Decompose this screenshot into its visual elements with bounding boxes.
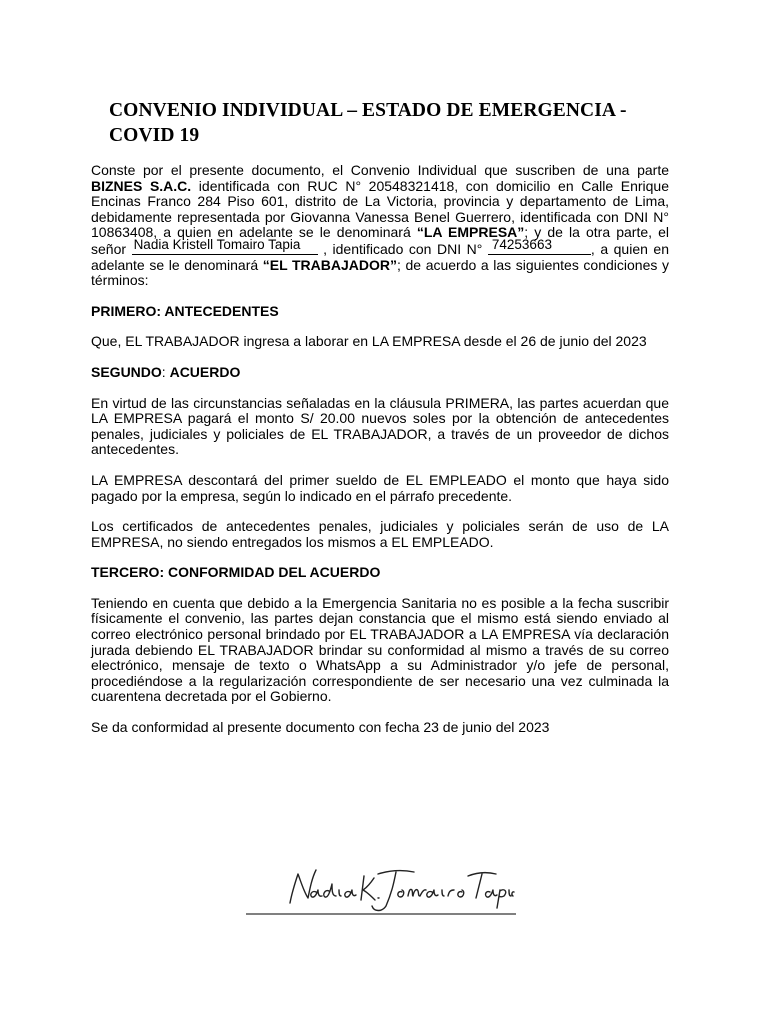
- intro-line: [91, 273, 669, 289]
- worker-dni-field: [488, 236, 591, 255]
- trabajador-label: “EL TRABAJADOR”: [262, 256, 398, 273]
- document-title: CONVENIO INDIVIDUAL – ESTADO DE EMERGENCIA - COVID 19: [109, 100, 627, 146]
- segundo-paragraph-2: LA EMPRESA descontará del primer sueldo de EL EMPLEADO el monto que haya sido pagado por la empresa, según lo indicado en el párrafo precedente.: [91, 471, 669, 504]
- intro-text: identificada con RUC N° 20548321418, con domicilio en Calle Enrique: [191, 177, 669, 194]
- intro-line: [91, 210, 669, 226]
- closing-statement: Se da conformidad al presente documento con fecha 23 de junio del 2023: [91, 719, 550, 736]
- worker-dni: 74253663: [491, 236, 552, 252]
- heading-part: ACUERDO: [169, 363, 241, 380]
- segundo-paragraph-3: Los certificados de antecedentes penales, judiciales y policiales serán de uso de LA EMPRESA, no siendo entregados los mismos a EL EMPLEADO.: [91, 518, 669, 550]
- primero-text: Que, EL TRABAJADOR ingresa a laborar en LA EMPRESA desde el 26 de junio del 2023: [91, 333, 647, 350]
- intro-text: , identificado con DNI N°: [317, 240, 488, 257]
- tercero-paragraph: Teniendo en cuenta que debido a la Emergencia Sanitaria no es posible a la fecha suscribir físicamente el convenio, las partes dejan constancia que el mismo está siendo enviado al correo electrónico personal brindado por EL TRABAJADOR a LA EMPRESA vía declaración jurada debiendo EL TRABAJADOR brindar su conformidad al mismo a través de su correo electrónico, mensaje de texto o WhatsApp a su Administrador y/o jefe de personal, procediéndose a la regularización correspondiente de ser necesario una vez culminada la cuarentena decretada por el Gobierno.: [91, 594, 669, 705]
- empresa-label: “LA EMPRESA”: [416, 224, 525, 241]
- worker-name-field: [132, 236, 318, 255]
- intro-text: debidamente representada por Giovanna Vanessa Benel Guerrero, identificada con DNI N°: [91, 208, 669, 225]
- intro-line: [91, 194, 669, 210]
- intro-text: ; y de la otra parte, el: [524, 224, 669, 241]
- company-name: BIZNES S.A.C.: [91, 177, 192, 194]
- intro-text: Encinas Franco 284 Piso 601, distrito de La Victoria, provincia y departamento de Lima,: [91, 193, 669, 210]
- document-body: [91, 163, 669, 736]
- intro-text: señor: [91, 240, 132, 257]
- intro-text: adelante se le denominará: [91, 256, 263, 273]
- section-heading-primero: PRIMERO: ANTECEDENTES: [91, 302, 279, 319]
- section-heading-segundo: [91, 365, 669, 381]
- intro-paragraph: [91, 163, 669, 289]
- intro-text: ; de acuerdo a las siguientes condiciones y: [397, 256, 669, 273]
- handwritten-signature: [246, 862, 516, 918]
- intro-text: términos:: [91, 272, 149, 289]
- intro-text: Conste por el presente documento, el Convenio Individual que suscriben de una parte: [91, 162, 669, 178]
- intro-text: , a quien en: [590, 240, 669, 257]
- intro-line: [91, 236, 669, 258]
- intro-line: [91, 163, 669, 179]
- intro-text: 10863408, a quien en adelante se le denominará: [91, 224, 417, 241]
- worker-name: Nadia Kristell Tomairo Tapia: [133, 236, 301, 252]
- section-heading-tercero: TERCERO: CONFORMIDAD DEL ACUERDO: [91, 564, 381, 581]
- heading-part: SEGUNDO: [91, 363, 162, 380]
- heading-part: :: [161, 363, 170, 380]
- segundo-paragraph-1: En virtud de las circunstancias señaladas en la cláusula PRIMERA, las partes acuerdan que LA EMPRESA pagará el monto S/ 20.00 nuevos soles por la obtención de antecedentes penales, judiciales y policiales de EL TRABAJADOR, a través de un proveedor de dichos antecedentes.: [91, 394, 669, 458]
- intro-line: [91, 258, 669, 274]
- intro-line: [91, 179, 669, 195]
